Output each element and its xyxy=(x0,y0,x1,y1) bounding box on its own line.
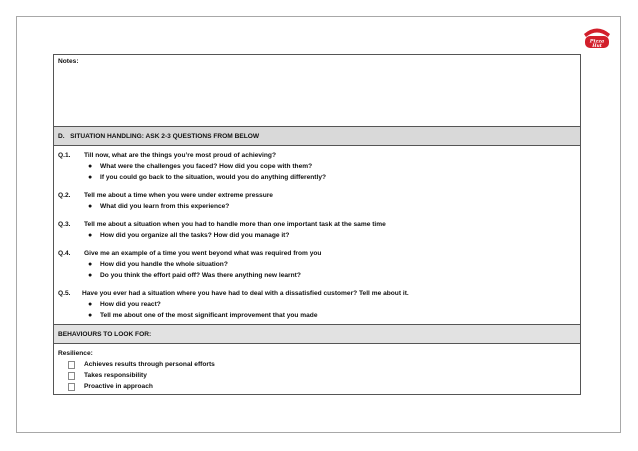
bullet-icon: ● xyxy=(88,174,93,181)
notes-section xyxy=(54,55,580,127)
bullet-icon: ● xyxy=(88,301,93,308)
question-2 xyxy=(58,190,576,212)
interview-table xyxy=(53,54,581,395)
bullet-icon: ● xyxy=(88,272,93,279)
checkbox-icon[interactable] xyxy=(68,372,75,380)
pizza-hut-logo-icon xyxy=(580,21,614,51)
bullet-text: What did you learn from this experience? xyxy=(100,203,230,210)
question-1 xyxy=(58,150,576,183)
bullet-icon: ● xyxy=(88,232,93,239)
question-number: Q.2. xyxy=(58,192,71,199)
question-text: Tell me about a situation when you had to handle more than one important task at the same time xyxy=(84,221,386,228)
question-number: Q.4. xyxy=(58,250,71,257)
notes-label: Notes: xyxy=(58,58,79,65)
checkbox-icon[interactable] xyxy=(68,383,75,391)
questions-section xyxy=(54,146,580,325)
question-number: Q.5. xyxy=(58,290,71,297)
bullet-text: Tell me about one of the most significant improvement that you made xyxy=(100,312,318,319)
bullet-text: Do you think the effort paid off? Was there anything new learnt? xyxy=(100,272,301,279)
checkbox-icon[interactable] xyxy=(68,361,75,369)
question-text: Give me an example of a time you went beyond what was required from you xyxy=(84,250,322,257)
question-number: Q.3. xyxy=(58,221,71,228)
svg-text:Pizza: Pizza xyxy=(589,38,605,45)
question-text: Tell me about a time when you were under extreme pressure xyxy=(84,192,273,199)
bullet-text: How did you react? xyxy=(100,301,161,308)
resilience-item-label: Proactive in approach xyxy=(84,383,153,390)
svg-text:Hut: Hut xyxy=(592,44,602,49)
bullet-icon: ● xyxy=(88,203,93,210)
behaviours-title: BEHAVIOURS TO LOOK FOR: xyxy=(58,330,152,338)
section-d-title: D. SITUATION HANDLING: ASK 2-3 QUESTIONS FROM BELOW xyxy=(58,132,260,140)
question-text: Till now, what are the things you’re most proud of achieving? xyxy=(84,152,276,159)
bullet-icon: ● xyxy=(88,261,93,268)
question-text: Have you ever had a situation where you have had to deal with a dissatisfied customer? Tell me about it. xyxy=(82,290,409,297)
resilience-item xyxy=(58,370,576,381)
resilience-item-label: Achieves results through personal efforts xyxy=(84,361,215,368)
resilience-title: Resilience: xyxy=(58,350,93,357)
resilience-item xyxy=(58,359,576,370)
bullet-text: How did you handle the whole situation? xyxy=(100,261,228,268)
question-5 xyxy=(58,288,576,321)
question-4 xyxy=(58,248,576,281)
section-d-header xyxy=(54,127,580,146)
resilience-item-label: Takes responsibility xyxy=(84,372,147,379)
resilience-section xyxy=(54,344,580,394)
resilience-item xyxy=(58,381,576,392)
question-3 xyxy=(58,219,576,241)
bullet-icon: ● xyxy=(88,312,93,319)
behaviours-header xyxy=(54,325,580,344)
bullet-text: If you could go back to the situation, would you do anything differently? xyxy=(100,174,327,181)
question-number: Q.1. xyxy=(58,152,71,159)
bullet-text: What were the challenges you faced? How did you cope with them? xyxy=(100,163,313,170)
bullet-icon: ● xyxy=(88,163,93,170)
bullet-text: How did you organize all the tasks? How did you manage it? xyxy=(100,232,290,239)
